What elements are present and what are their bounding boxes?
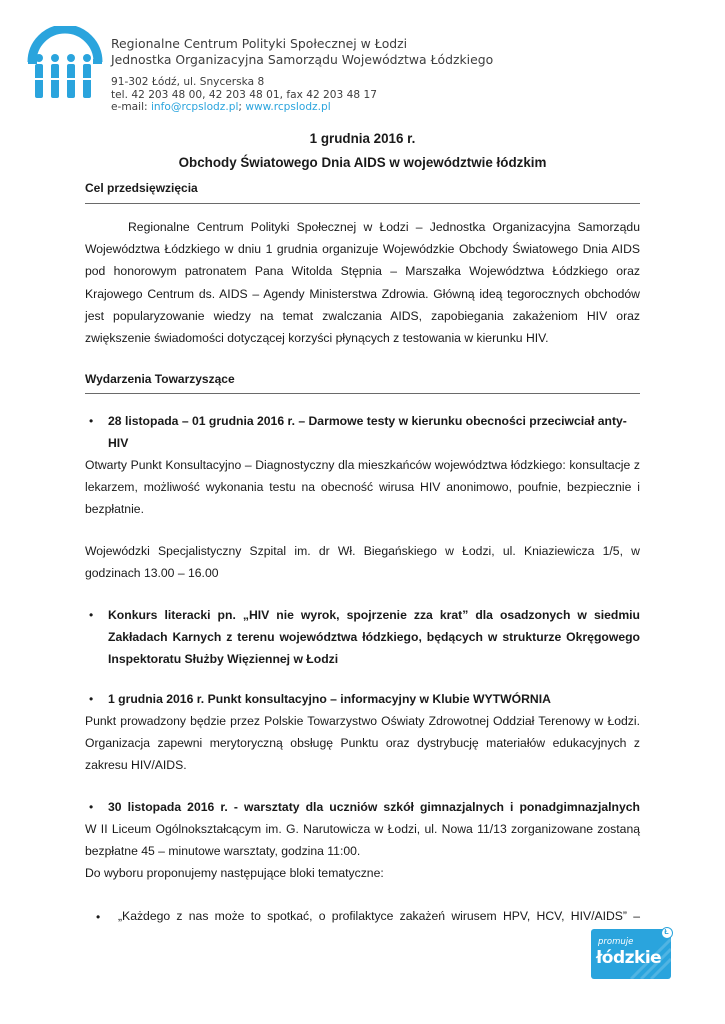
event4-description-line1: W II Liceum Ogólnokształcącym im. G. Narutowicza w Łodzi, ul. Nowa 11/13 zorganizowane zostaną: [85, 822, 640, 836]
phone-numbers: tel. 42 203 48 00, 42 203 48 01, fax 42 203 48 17: [111, 89, 377, 101]
goal-paragraph: Regionalne Centrum Polityki Społecznej w Łodzi – Jednostka Organizacyjna Samorządu Województwa Łódzkiego w dniu 1 grudnia organizuje Wojewódzkie Obchody Światowego Dnia AIDS pod honorowym patronatem Pana Witolda Stępnia – Marszałka Województwa Łódzkiego oraz Krajowego Centrum ds. AIDS – Agendy Ministerstwa Zdrowia. Główną ideą tegorocznych obchodów jest popularyzowanie wiedzy na temat zwalczania AIDS, zapobiegania zakażeniom HIV oraz zwiększenie świadomości dotyczącej korzyści płynących z testowania w kierunku HIV.: [85, 220, 640, 346]
topic1: „Każdego z nas może to spotkać, o profilaktyce zakażeń wirusem HPV, HCV, HIV/AIDS” –: [118, 909, 640, 923]
bullet: •: [96, 910, 101, 924]
org-name-line2: Jednostka Organizacyjna Samorządu Województwa Łódzkiego: [111, 52, 494, 67]
goal-heading: Cel przedsięwzięcia: [85, 181, 198, 195]
org-name-line1: Regionalne Centrum Polityki Społecznej w Łodzi: [111, 36, 408, 51]
event4-description-line2: bezpłatne 45 – minutowe warsztaty, godzina 11:00.: [85, 844, 361, 858]
bullet: •: [89, 414, 94, 428]
website-link[interactable]: www.rcpslodz.pl: [245, 101, 331, 113]
badge-small-text: promuje: [598, 937, 634, 947]
event2-title: Konkurs literacki pn. „HIV nie wyrok, spojrzenie zza krat” dla osadzonych w siedmiu Zakładach Karnych z terenu województwa łódzkiego, będących w strukturze Okręgowego Inspektoratu Służby Więziennej w Łodzi: [108, 608, 640, 667]
events-divider: [85, 393, 640, 394]
event1-title: 28 listopada – 01 grudnia 2016 r. – Darmowe testy w kierunku obecności przeciwciał anty-HIV: [108, 414, 627, 451]
event4-title: 30 listopada 2016 r. - warsztaty dla uczniów szkół gimnazjalnych i ponadgimnazjalnych: [108, 800, 640, 814]
email-link[interactable]: info@rcpslodz.pl: [150, 101, 239, 113]
document-date: 1 grudnia 2016 r.: [309, 131, 416, 146]
events-heading: Wydarzenia Towarzyszące: [85, 372, 235, 386]
rcps-logo: [26, 26, 104, 112]
letterhead: [0, 0, 725, 120]
contact-line: [111, 100, 331, 114]
event4-description-line3: Do wyboru proponujemy następujące bloki tematyczne:: [85, 866, 384, 880]
bullet: •: [89, 692, 94, 706]
bullet: •: [89, 608, 94, 622]
event1-description: Otwarty Punkt Konsultacyjno – Diagnostyczny dla mieszkańców województwa łódzkiego: konsultacje z lekarzem, możliwość wykonania testu na obecność wirusa HIV anonimowo, poufnie, bezpiecznie i bezpłatnie.: [85, 458, 640, 517]
document-title: Obchody Światowego Dnia AIDS w województwie łódzkim: [178, 155, 547, 170]
separator: ;: [238, 101, 246, 113]
email-label: e-mail:: [111, 101, 151, 113]
event3-title: 1 grudnia 2016 r. Punkt konsultacyjno – informacyjny w Klubie WYTWÓRNIA: [108, 692, 551, 706]
badge-big-text: łódzkie: [596, 948, 662, 968]
badge-circle-letter: Ł: [664, 929, 669, 936]
address: 91-302 Łódź, ul. Snycerska 8: [111, 76, 265, 88]
event3-description: Punkt prowadzony będzie przez Polskie Towarzystwo Oświaty Zdrowotnej Oddział Terenowy w Łodzi. Organizacja zapewni merytoryczną obsługę Punktu oraz dystrybucję materiałów edukacyjnych z zakresu HIV/AIDS.: [85, 714, 640, 773]
goal-divider: [85, 203, 640, 204]
badge-circle-icon: [661, 927, 673, 939]
bullet: •: [89, 800, 94, 814]
promuje-lodzkie-badge: [591, 929, 671, 979]
event1-location: Wojewódzki Specjalistyczny Szpital im. dr Wł. Biegańskiego w Łodzi, ul. Kniaziewicza 1/5, w godzinach 13.00 – 16.00: [85, 544, 640, 581]
